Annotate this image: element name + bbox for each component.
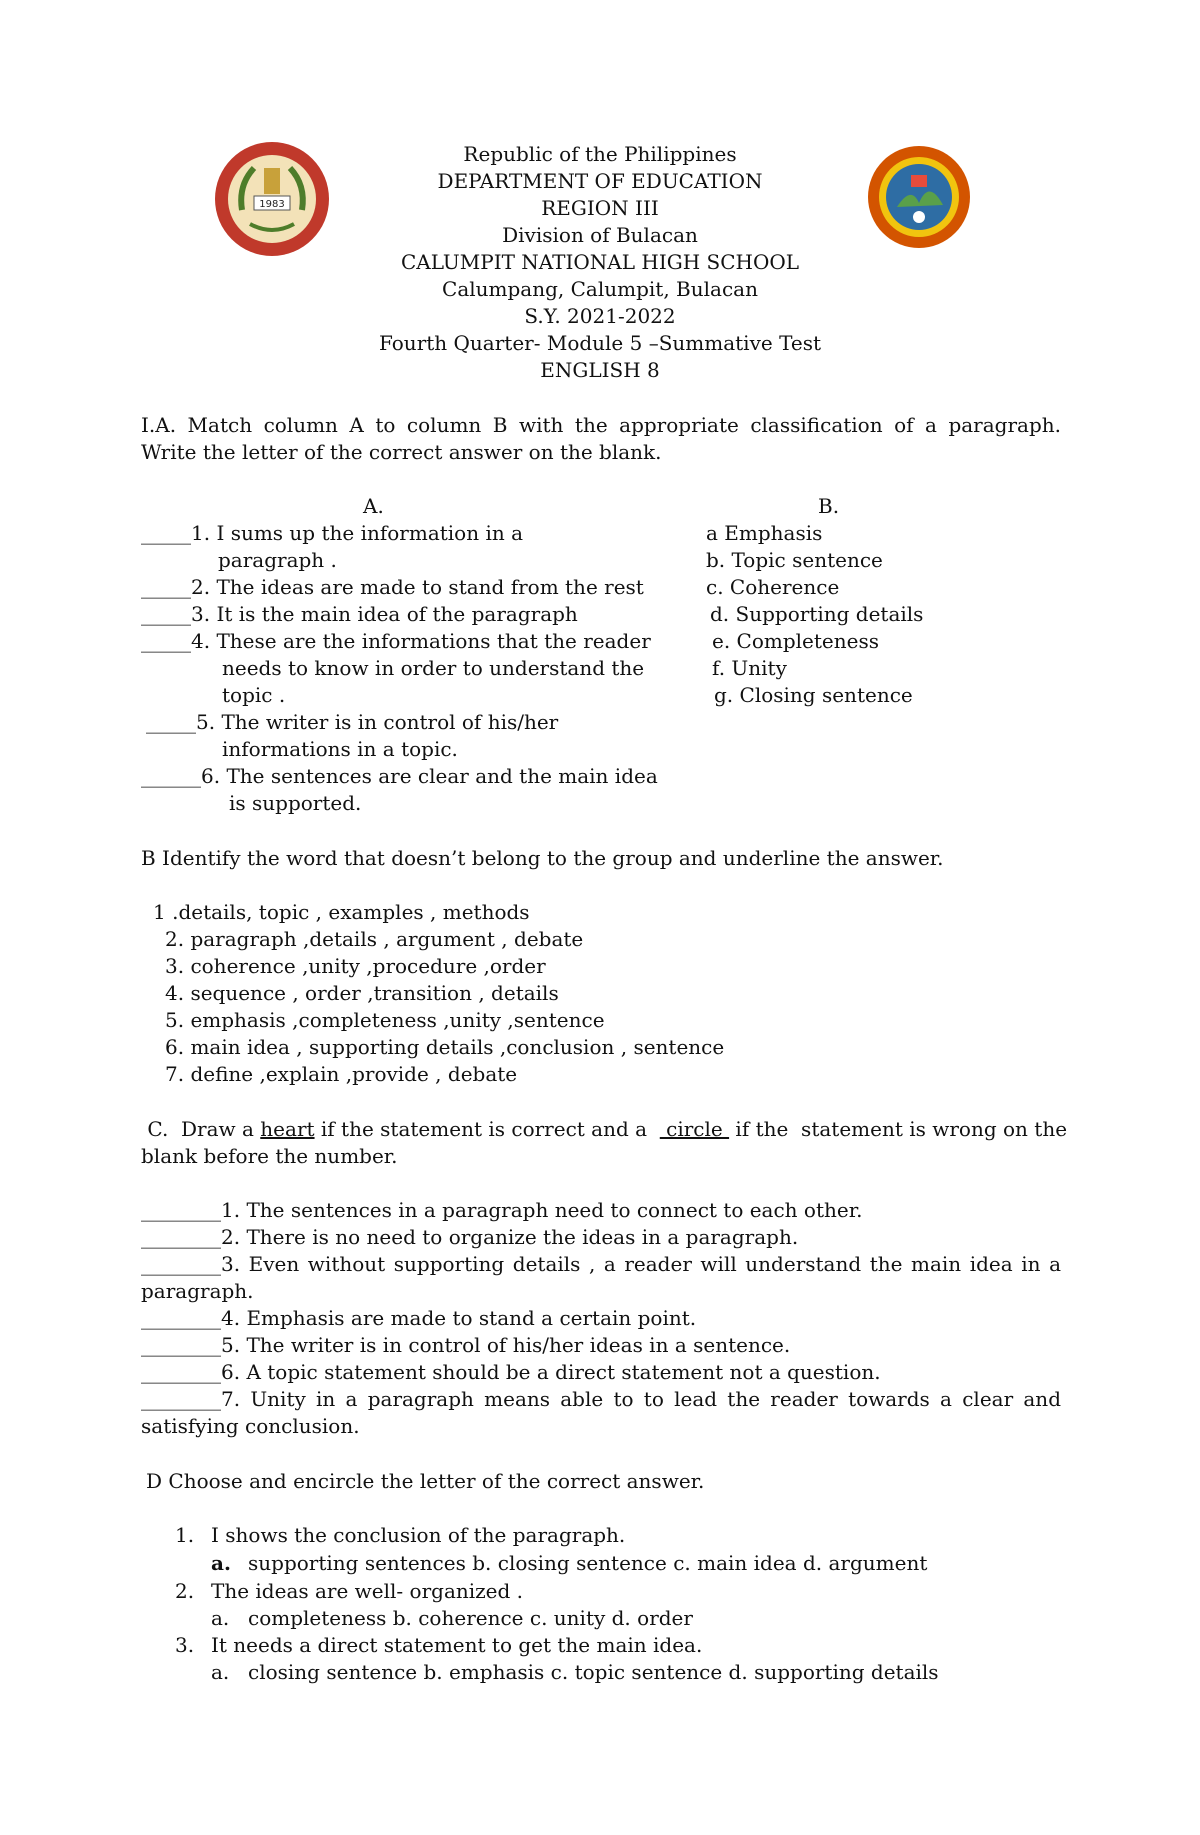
list-item: ________1. The sentences in a paragraph need to connect to each other.	[141, 1198, 863, 1222]
list-item: 1 .details, topic , examples , methods	[153, 900, 530, 924]
choice-list: closing sentence b. emphasis c. topic sentence d. supporting details	[248, 1660, 939, 1684]
column-b-header: B.	[818, 494, 840, 518]
list-item: paragraph.	[141, 1279, 254, 1303]
instruction-text: if the statement is wrong on the	[729, 1117, 1068, 1141]
column-a-line: _____4. These are the informations that the reader	[141, 629, 651, 653]
column-a-line: _____5. The writer is in control of his/her	[146, 710, 559, 734]
column-b-item: c. Coherence	[706, 575, 840, 599]
list-item: ________7. Unity in a paragraph means able to to lead the reader towards a clear and	[141, 1387, 1061, 1411]
choice-letter: a.	[211, 1660, 230, 1684]
choice-letter: a.	[211, 1551, 231, 1575]
column-a-header: A.	[363, 494, 384, 518]
section-b-instruction: B Identify the word that doesn’t belong to the group and underline the answer.	[141, 846, 944, 870]
column-a-line: is supported.	[229, 791, 362, 815]
section-a-instruction-1: I.A. Match column A to column B with the appropriate classification of a paragraph.	[141, 413, 1061, 437]
column-b-item: b. Topic sentence	[706, 548, 883, 572]
column-b-item: f. Unity	[712, 656, 787, 680]
column-b-item: d. Supporting details	[710, 602, 924, 626]
header-line-address: Calumpang, Calumpit, Bulacan	[442, 277, 758, 301]
column-b-item: a Emphasis	[706, 521, 823, 545]
list-item: ________2. There is no need to organize the ideas in a paragraph.	[141, 1225, 799, 1249]
header-line-republic: Republic of the Philippines	[463, 142, 737, 166]
choice-list: supporting sentences b. closing sentence c. main idea d. argument	[248, 1551, 928, 1575]
instruction-text: if the statement is correct and a	[314, 1117, 660, 1141]
svg-text:1983: 1983	[259, 199, 285, 210]
list-item: 7. define ,explain ,provide , debate	[165, 1062, 518, 1086]
column-a-line: needs to know in order to understand the	[222, 656, 645, 680]
list-item: 5. emphasis ,completeness ,unity ,sentence	[165, 1008, 605, 1032]
column-a-line: paragraph .	[218, 548, 337, 572]
question-text: I shows the conclusion of the paragraph.	[211, 1523, 626, 1547]
question-text: It needs a direct statement to get the main idea.	[211, 1633, 703, 1657]
column-b-item: e. Completeness	[712, 629, 880, 653]
column-a-line: _____1. I sums up the information in a	[141, 521, 524, 545]
header-line-division: Division of Bulacan	[502, 223, 698, 247]
section-c-instruction-2: blank before the number.	[141, 1144, 398, 1168]
list-item: ________6. A topic statement should be a direct statement not a question.	[141, 1360, 881, 1384]
column-a-line: informations in a topic.	[222, 737, 458, 761]
list-item: ________5. The writer is in control of his/her ideas in a sentence.	[141, 1333, 791, 1357]
column-a-line: _____3. It is the main idea of the paragraph	[141, 602, 578, 626]
question-number: 2.	[175, 1579, 195, 1603]
list-item: ________3. Even without supporting details , a reader will understand the main idea in a	[141, 1252, 1061, 1276]
column-a-line: ______6. The sentences are clear and the main idea	[141, 764, 658, 788]
heart-keyword: heart	[260, 1117, 315, 1141]
column-b-item: g. Closing sentence	[714, 683, 913, 707]
section-a-instruction-2: Write the letter of the correct answer on the blank.	[141, 440, 662, 464]
question-number: 3.	[175, 1633, 195, 1657]
choice-list: completeness b. coherence c. unity d. order	[248, 1606, 693, 1630]
list-item: 3. coherence ,unity ,procedure ,order	[165, 954, 546, 978]
header-line-school: CALUMPIT NATIONAL HIGH SCHOOL	[400, 250, 800, 274]
section-d-instruction: D Choose and encircle the letter of the correct answer.	[146, 1469, 705, 1493]
column-a-line: _____2. The ideas are made to stand from the rest	[141, 575, 644, 599]
header-line-deped: DEPARTMENT OF EDUCATION	[437, 169, 763, 193]
question-text: The ideas are well- organized .	[211, 1579, 524, 1603]
section-c-instruction-1	[141, 1116, 1068, 1143]
question-number: 1.	[175, 1523, 195, 1547]
circle-keyword: circle	[659, 1117, 730, 1141]
header-line-test-title: Fourth Quarter- Module 5 –Summative Test	[378, 331, 821, 355]
column-a-line: topic .	[222, 683, 286, 707]
list-item: 2. paragraph ,details , argument , debate	[165, 927, 584, 951]
choice-letter: a.	[211, 1606, 230, 1630]
list-item: 6. main idea , supporting details ,conclusion , sentence	[165, 1035, 725, 1059]
header-line-region: REGION III	[541, 196, 659, 220]
list-item: satisfying conclusion.	[141, 1414, 360, 1438]
header-line-school-year: S.Y. 2021-2022	[524, 304, 676, 328]
header-line-subject: ENGLISH 8	[540, 358, 660, 382]
instruction-text: C. Draw a	[141, 1117, 261, 1141]
list-item: ________4. Emphasis are made to stand a certain point.	[141, 1306, 697, 1330]
list-item: 4. sequence , order ,transition , details	[165, 981, 559, 1005]
